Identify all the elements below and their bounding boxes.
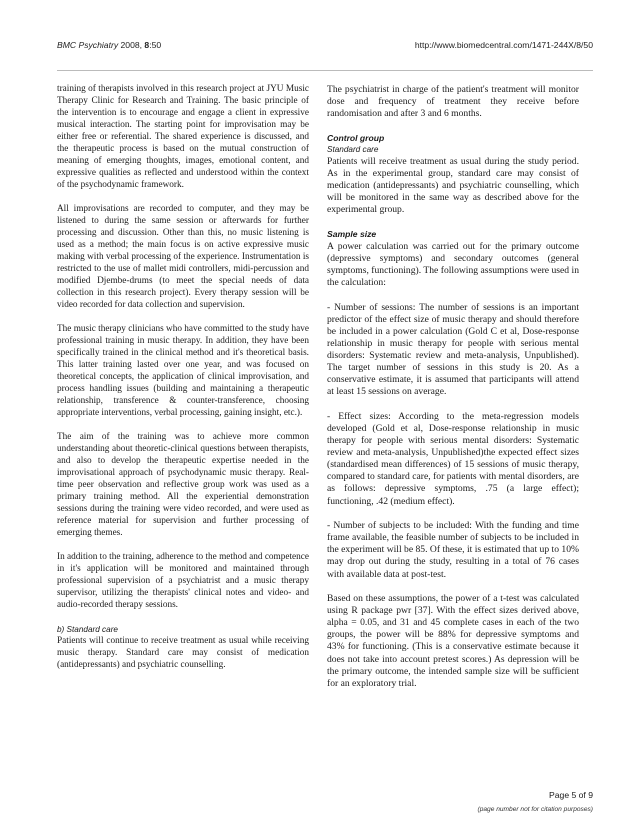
subheading-standard-care: Standard care — [327, 144, 379, 154]
header-divider — [57, 70, 593, 71]
right-column — [327, 84, 579, 702]
paragraph: All improvisations are recorded to computer, and they may be listened to during the same session or afterwards for further processing and discussion. Other than this, no music listening is used as a method; the main focus is on active expressive music making with verbal processing of the experience. Instrumentation is restricted to the use of mallet midi controllers, midi-percussion and modified Djembe-drums (to meet the special needs of data collection in this research project). Every therapy session will be video recorded for data collection and supervision. — [57, 204, 309, 310]
heading-control-group: Control group — [327, 132, 385, 143]
heading-sample-size: Sample size — [327, 228, 377, 239]
subheading-standard-care: b) Standard care — [57, 624, 118, 634]
paragraph: The psychiatrist in charge of the patient's treatment will monitor dose and frequency of treatment they receive before randomisation and after 3 and 6 months. — [327, 84, 579, 120]
paragraph: - Number of subjects to be included: With the funding and time frame available, the feasible number of subjects to be included in the experiment will be 85. Of these, it is estimated that up to 10% may drop out during the study, resulting in a total of 76 cases with available data at post-test. — [327, 520, 579, 580]
paragraph: Patients will receive treatment as usual during the study period. As in the experimental group, standard care may consist of medication (antidepressants) and psychiatric counselling, which will be monitored in the same way as described above for the experimental group. — [327, 155, 579, 216]
article-number: :50 — [149, 40, 162, 50]
paragraph: Based on these assumptions, the power of a t-test was calculated using R package pwr [37]. With the effect sizes derived above, alpha = 0.05, and 31 and 45 complete cases in each of the two groups, the power will be 88% for depressive symptoms and 43% for functioning. (This is a conservative estimate because it does not take into account pretest scores.) As depression will be the primary outcome, the intended sample size will be sufficient for an exploratory trial. — [327, 593, 579, 689]
paragraph: training of therapists involved in this research project at JYU Music Therapy Clinic for Research and Training. The basic principle of the intervention is to encourage and engage a client in expressive musical interaction. The starting point for improvisation may be either free or referential. The shared experience is discussed, and the therapeutic process is based on the mutual construction of meaning of emerging thoughts, images, emotional content, and expressive qualities as reflected and understood within the context of the psychodynamic framework. — [57, 84, 309, 190]
paragraph: - Effect sizes: According to the meta-regression models developed (Gold et al, Dose-response relationship in music therapy for people with serious mental disorders: Systematic review and meta-analysis, Unpublished)the expected effect sizes (standardised mean differences) of 15 sessions of music therapy, compared to standard care, for patients with mental disorders, are as follows: depressive symptoms, .75 (a large effect); functioning, .42 (medium effect). — [327, 410, 579, 507]
journal-citation — [57, 40, 161, 50]
article-url[interactable]: http://www.biomedcentral.com/1471-244X/8/50 — [414, 40, 593, 50]
paragraph: The aim of the training was to achieve more common understanding about theoretic-clinical questions between therapists, and also to develop the therapeutic expertise needed in the improvisational approach of psychodynamic music therapy. Real-time peer observation and reflective group work was used as a primary training method. All the experiential demonstration sessions during the training were video recorded, and were used as reference material for supervision and further processing of emerging themes. — [57, 432, 309, 538]
paragraph: A power calculation was carried out for the primary outcome (depressive symptoms) and secondary outcomes (general symptoms, functioning). The following assumptions were used in the calculation: — [327, 240, 579, 289]
left-column — [57, 84, 309, 684]
paragraph: The music therapy clinicians who have committed to the study have professional training in music therapy. In addition, they have been specifically trained in the clinical method and it's theoretical basis. This latter training lasted over one year, and was focused on theoretical concepts, the application of clinical improvisation, and process handling issues (building and maintaining a therapeutic relationship, transference & counter-transference, choosing appropriate interventions, verbal processing, gaining insight, etc.). — [57, 324, 309, 418]
paragraph: In addition to the training, adherence to the method and competence in it's application will be monitored and maintained through professional supervision of a psychiatrist and a music therapy supervisor, utilizing the therapists' clinical notes and video- and audio-recorded therapy sessions. — [57, 552, 309, 611]
page-number: Page 5 of 9 — [549, 790, 593, 800]
journal-year: 2008, — [120, 40, 143, 50]
running-header — [57, 40, 593, 54]
journal-name: BMC Psychiatry — [57, 40, 119, 50]
citation-note: (page number not for citation purposes) — [477, 806, 593, 813]
paragraph: Patients will continue to receive treatment as usual while receiving music therapy. Standard care may consist of medication (antidepressants) and psychiatric counselling. — [57, 635, 309, 670]
paragraph: - Number of sessions: The number of sessions is an important predictor of the effect size of music therapy and should therefore be included in a power calculation (Gold C et al, Dose-response relationship in music therapy for people with serious mental disorders: Systematic review and meta-analysis, Unpublished). The target number of sessions in this study is 20. As a conservative estimate, it is assumed that participants will attend at least 15 sessions on average. — [327, 301, 579, 398]
journal-volume: 8 — [144, 40, 150, 50]
